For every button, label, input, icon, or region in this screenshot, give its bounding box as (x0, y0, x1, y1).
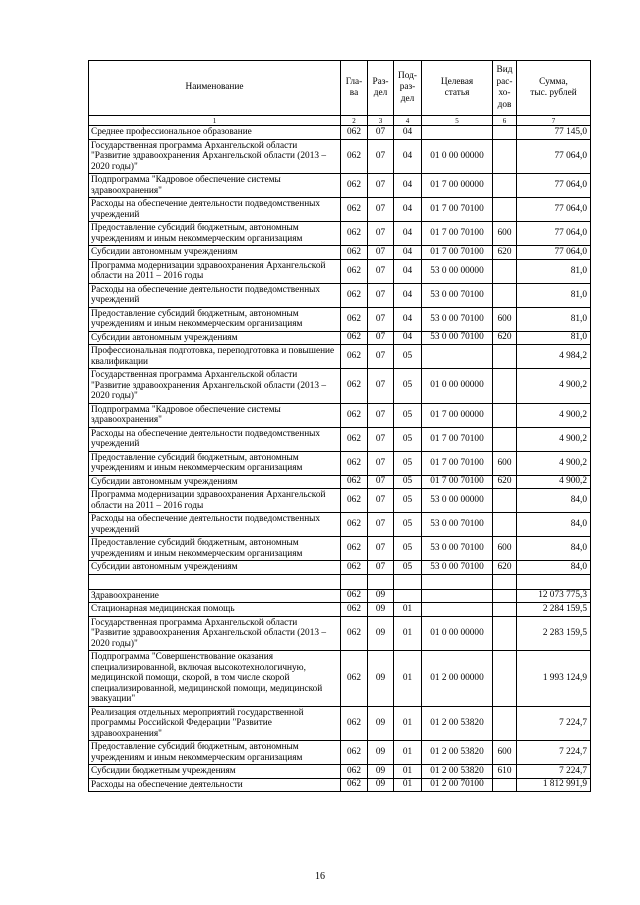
row-expense-type (493, 589, 517, 603)
row-razdel: 09 (368, 603, 394, 617)
row-podrazdel: 05 (394, 369, 422, 404)
row-podrazdel: 04 (394, 331, 422, 345)
row-glava (341, 574, 368, 589)
row-sum: 77 064,0 (517, 222, 591, 246)
row-podrazdel: 05 (394, 537, 422, 561)
table-row (89, 369, 591, 404)
row-sum: 4 900,2 (517, 403, 591, 427)
row-razdel: 07 (368, 283, 394, 307)
row-sum: 7 224,7 (517, 706, 591, 741)
row-glava: 062 (341, 283, 368, 307)
row-glava: 062 (341, 345, 368, 369)
row-sum: 1 812 991,9 (517, 778, 591, 792)
row-target-article: 01 7 00 70100 (422, 246, 493, 260)
row-expense-type (493, 489, 517, 513)
row-glava: 062 (341, 513, 368, 537)
row-expense-type: 620 (493, 475, 517, 489)
column-number: 7 (517, 116, 591, 126)
row-podrazdel: 04 (394, 283, 422, 307)
row-sum: 4 900,2 (517, 475, 591, 489)
row-target-article: 01 7 00 70100 (422, 427, 493, 451)
row-name: Предоставление субсидий бюджетным, автономным учреждениям и иным некоммерческим организациям (89, 451, 341, 475)
row-razdel: 09 (368, 765, 394, 779)
row-glava: 062 (341, 307, 368, 331)
row-razdel: 07 (368, 369, 394, 404)
row-target-article: 01 7 00 70100 (422, 222, 493, 246)
table-header-row (89, 61, 591, 116)
row-expense-type: 600 (493, 307, 517, 331)
row-sum: 7 224,7 (517, 765, 591, 779)
row-target-article: 53 0 00 70100 (422, 513, 493, 537)
row-sum: 77 064,0 (517, 174, 591, 198)
row-podrazdel: 05 (394, 403, 422, 427)
row-name: Расходы на обеспечение деятельности подведомственных учреждений (89, 427, 341, 451)
column-number: 4 (394, 116, 422, 126)
row-glava: 062 (341, 259, 368, 283)
row-sum: 84,0 (517, 489, 591, 513)
row-expense-type (493, 369, 517, 404)
row-razdel: 07 (368, 259, 394, 283)
row-glava: 062 (341, 561, 368, 575)
row-podrazdel: 01 (394, 651, 422, 707)
row-razdel: 09 (368, 616, 394, 651)
row-target-article (422, 126, 493, 140)
table-row (89, 283, 591, 307)
table-row (89, 331, 591, 345)
row-razdel: 07 (368, 513, 394, 537)
table-row (89, 174, 591, 198)
row-name: Среднее профессиональное образование (89, 126, 341, 140)
row-target-article (422, 574, 493, 589)
row-name: Государственная программа Архангельской области "Развитие здравоохранения Архангельской области (2013 – 2020 годы)" (89, 616, 341, 651)
row-glava: 062 (341, 198, 368, 222)
row-target-article: 53 0 00 70100 (422, 331, 493, 345)
column-number: 2 (341, 116, 368, 126)
row-name: Предоставление субсидий бюджетным, автономным учреждениям и иным некоммерческим организациям (89, 537, 341, 561)
row-razdel: 09 (368, 706, 394, 741)
row-expense-type: 600 (493, 222, 517, 246)
row-name: Субсидии автономным учреждениям (89, 475, 341, 489)
row-target-article: 01 2 00 70100 (422, 778, 493, 792)
row-expense-type (493, 574, 517, 589)
row-razdel: 07 (368, 561, 394, 575)
table-row (89, 246, 591, 260)
row-glava: 062 (341, 403, 368, 427)
table-row (89, 603, 591, 617)
row-podrazdel: 04 (394, 139, 422, 174)
row-glava: 062 (341, 651, 368, 707)
table-row (89, 307, 591, 331)
row-expense-type: 620 (493, 561, 517, 575)
row-glava: 062 (341, 174, 368, 198)
row-razdel: 09 (368, 651, 394, 707)
table-row (89, 259, 591, 283)
row-expense-type (493, 139, 517, 174)
row-target-article: 01 7 00 00000 (422, 403, 493, 427)
row-glava: 062 (341, 475, 368, 489)
row-sum (517, 574, 591, 589)
row-glava: 062 (341, 589, 368, 603)
row-target-article: 53 0 00 00000 (422, 259, 493, 283)
row-razdel: 07 (368, 451, 394, 475)
row-expense-type: 610 (493, 765, 517, 779)
row-name (89, 574, 341, 589)
table-row (89, 451, 591, 475)
row-name: Расходы на обеспечение деятельности подведомственных учреждений (89, 513, 341, 537)
row-glava: 062 (341, 126, 368, 140)
budget-table (88, 60, 591, 792)
row-name: Государственная программа Архангельской области "Развитие здравоохранения Архангельской области (2013 – 2020 годы)" (89, 369, 341, 404)
header-razdel: Раз- дел (368, 61, 394, 116)
row-glava: 062 (341, 489, 368, 513)
row-sum: 84,0 (517, 537, 591, 561)
column-number-row (89, 116, 591, 126)
table-row (89, 513, 591, 537)
row-podrazdel (394, 589, 422, 603)
row-expense-type: 600 (493, 741, 517, 765)
row-name: Реализация отдельных мероприятий государственной программы Российской Федерации "Развитие здравоохранения" (89, 706, 341, 741)
table-row (89, 198, 591, 222)
row-name: Субсидии бюджетным учреждениям (89, 765, 341, 779)
row-sum: 4 900,2 (517, 427, 591, 451)
row-razdel: 07 (368, 427, 394, 451)
row-podrazdel: 05 (394, 475, 422, 489)
row-podrazdel: 01 (394, 603, 422, 617)
header-sum: Сумма, тыс. рублей (517, 61, 591, 116)
row-sum: 77 064,0 (517, 246, 591, 260)
row-expense-type: 600 (493, 451, 517, 475)
row-razdel: 09 (368, 589, 394, 603)
row-name: Расходы на обеспечение деятельности подведомственных учреждений (89, 283, 341, 307)
row-sum: 2 283 159,5 (517, 616, 591, 651)
row-podrazdel: 01 (394, 706, 422, 741)
row-target-article: 01 7 00 70100 (422, 475, 493, 489)
row-name: Субсидии автономным учреждениям (89, 246, 341, 260)
row-podrazdel: 05 (394, 489, 422, 513)
row-razdel: 07 (368, 331, 394, 345)
row-razdel: 07 (368, 174, 394, 198)
row-target-article: 01 7 00 00000 (422, 174, 493, 198)
table-row (89, 651, 591, 707)
row-podrazdel: 04 (394, 174, 422, 198)
row-name: Здравоохранение (89, 589, 341, 603)
row-glava: 062 (341, 765, 368, 779)
row-expense-type (493, 651, 517, 707)
row-target-article: 01 0 00 00000 (422, 616, 493, 651)
page-number: 16 (315, 871, 325, 882)
row-target-article: 53 0 00 70100 (422, 283, 493, 307)
row-razdel: 07 (368, 126, 394, 140)
table-row (89, 222, 591, 246)
row-razdel: 07 (368, 222, 394, 246)
row-glava: 062 (341, 616, 368, 651)
table-row (89, 126, 591, 140)
row-podrazdel: 05 (394, 427, 422, 451)
row-razdel: 07 (368, 246, 394, 260)
row-glava: 062 (341, 427, 368, 451)
header-name: Наименование (89, 61, 341, 116)
row-name: Подпрограмма "Кадровое обеспечение системы здравоохранения" (89, 403, 341, 427)
row-sum: 4 900,2 (517, 451, 591, 475)
row-expense-type (493, 403, 517, 427)
row-podrazdel: 01 (394, 616, 422, 651)
row-expense-type: 600 (493, 537, 517, 561)
row-podrazdel: 01 (394, 741, 422, 765)
row-razdel: 09 (368, 778, 394, 792)
row-expense-type (493, 778, 517, 792)
table-row (89, 741, 591, 765)
row-sum: 77 064,0 (517, 198, 591, 222)
row-expense-type (493, 259, 517, 283)
row-expense-type: 620 (493, 331, 517, 345)
row-podrazdel: 04 (394, 222, 422, 246)
row-target-article: 01 0 00 00000 (422, 369, 493, 404)
row-name: Программа модернизации здравоохранения Архангельской области на 2011 – 2016 годы (89, 259, 341, 283)
row-podrazdel: 04 (394, 246, 422, 260)
table-row (89, 561, 591, 575)
row-target-article: 01 2 00 00000 (422, 651, 493, 707)
row-sum: 2 284 159,5 (517, 603, 591, 617)
row-sum: 4 984,2 (517, 345, 591, 369)
row-glava: 062 (341, 741, 368, 765)
row-razdel: 07 (368, 345, 394, 369)
table-row (89, 475, 591, 489)
row-razdel: 07 (368, 489, 394, 513)
row-expense-type (493, 126, 517, 140)
row-target-article: 01 2 00 53820 (422, 765, 493, 779)
row-expense-type (493, 513, 517, 537)
row-sum: 1 993 124,9 (517, 651, 591, 707)
row-podrazdel: 04 (394, 259, 422, 283)
header-target-article: Целевая статья (422, 61, 493, 116)
row-target-article: 53 0 00 70100 (422, 537, 493, 561)
row-name: Предоставление субсидий бюджетным, автономным учреждениям и иным некоммерческим организациям (89, 222, 341, 246)
row-sum: 81,0 (517, 259, 591, 283)
row-razdel: 07 (368, 139, 394, 174)
row-glava: 062 (341, 139, 368, 174)
row-glava: 062 (341, 778, 368, 792)
row-sum: 84,0 (517, 561, 591, 575)
row-podrazdel: 04 (394, 126, 422, 140)
header-expense-type: Вид рас- хо- дов (493, 61, 517, 116)
row-sum: 7 224,7 (517, 741, 591, 765)
row-podrazdel (394, 574, 422, 589)
row-podrazdel: 01 (394, 778, 422, 792)
row-target-article: 01 2 00 53820 (422, 741, 493, 765)
row-target-article: 53 0 00 70100 (422, 307, 493, 331)
row-glava: 062 (341, 331, 368, 345)
row-expense-type (493, 283, 517, 307)
row-name: Предоставление субсидий бюджетным, автономным учреждениям и иным некоммерческим организациям (89, 307, 341, 331)
row-podrazdel: 05 (394, 561, 422, 575)
row-name: Расходы на обеспечение деятельности подведомственных учреждений (89, 198, 341, 222)
row-sum: 81,0 (517, 307, 591, 331)
row-glava: 062 (341, 603, 368, 617)
column-number: 5 (422, 116, 493, 126)
row-name: Предоставление субсидий бюджетным, автономным учреждениям и иным некоммерческим организациям (89, 741, 341, 765)
row-name: Подпрограмма "Кадровое обеспечение системы здравоохранения" (89, 174, 341, 198)
row-razdel: 07 (368, 403, 394, 427)
row-razdel: 07 (368, 198, 394, 222)
row-expense-type: 620 (493, 246, 517, 260)
row-expense-type (493, 345, 517, 369)
column-number: 6 (493, 116, 517, 126)
row-target-article: 53 0 00 00000 (422, 489, 493, 513)
row-target-article (422, 603, 493, 617)
row-razdel: 09 (368, 741, 394, 765)
table-row (89, 778, 591, 792)
row-glava: 062 (341, 706, 368, 741)
row-podrazdel: 04 (394, 307, 422, 331)
row-sum: 12 073 775,3 (517, 589, 591, 603)
row-expense-type (493, 198, 517, 222)
row-razdel: 07 (368, 537, 394, 561)
row-sum: 81,0 (517, 331, 591, 345)
row-target-article: 01 7 00 70100 (422, 198, 493, 222)
row-glava: 062 (341, 537, 368, 561)
row-razdel: 07 (368, 475, 394, 489)
row-target-article: 01 2 00 53820 (422, 706, 493, 741)
row-expense-type (493, 616, 517, 651)
row-target-article: 01 0 00 00000 (422, 139, 493, 174)
row-expense-type (493, 603, 517, 617)
table-row (89, 403, 591, 427)
row-name: Профессиональная подготовка, переподготовка и повышение квалификации (89, 345, 341, 369)
row-expense-type (493, 174, 517, 198)
row-podrazdel: 05 (394, 513, 422, 537)
row-sum: 4 900,2 (517, 369, 591, 404)
header-podrazdel: Под- раз- дел (394, 61, 422, 116)
row-razdel (368, 574, 394, 589)
row-podrazdel: 04 (394, 198, 422, 222)
row-glava: 062 (341, 246, 368, 260)
row-target-article (422, 345, 493, 369)
row-name: Стационарная медицинская помощь (89, 603, 341, 617)
table-row (89, 427, 591, 451)
table-row (89, 616, 591, 651)
column-number: 1 (89, 116, 341, 126)
row-name: Субсидии автономным учреждениям (89, 561, 341, 575)
table-row (89, 589, 591, 603)
table-row (89, 139, 591, 174)
row-expense-type (493, 427, 517, 451)
column-number: 3 (368, 116, 394, 126)
row-sum: 84,0 (517, 513, 591, 537)
row-name: Подпрограмма "Совершенствование оказания специализированной, включая высокотехнологичную, медицинской помощи, скорой, в том числе скорой специализированной, медицинской помощи, медицинской эвакуации" (89, 651, 341, 707)
header-glava: Гла- ва (341, 61, 368, 116)
row-name: Программа модернизации здравоохранения Архангельской области на 2011 – 2016 годы (89, 489, 341, 513)
row-target-article: 01 7 00 70100 (422, 451, 493, 475)
table-row (89, 706, 591, 741)
table-row (89, 489, 591, 513)
table-row (89, 765, 591, 779)
row-target-article: 53 0 00 70100 (422, 561, 493, 575)
row-sum: 77 145,0 (517, 126, 591, 140)
blank-row (89, 574, 591, 589)
row-podrazdel: 01 (394, 765, 422, 779)
row-sum: 81,0 (517, 283, 591, 307)
row-sum: 77 064,0 (517, 139, 591, 174)
row-name: Расходы на обеспечение деятельности (89, 778, 341, 792)
row-glava: 062 (341, 451, 368, 475)
row-podrazdel: 05 (394, 451, 422, 475)
table-body (89, 126, 591, 792)
table-row (89, 537, 591, 561)
table-row (89, 345, 591, 369)
row-razdel: 07 (368, 307, 394, 331)
row-glava: 062 (341, 369, 368, 404)
row-target-article (422, 589, 493, 603)
row-expense-type (493, 706, 517, 741)
row-podrazdel: 05 (394, 345, 422, 369)
row-name: Государственная программа Архангельской области "Развитие здравоохранения Архангельской области (2013 – 2020 годы)" (89, 139, 341, 174)
row-name: Субсидии автономным учреждениям (89, 331, 341, 345)
row-glava: 062 (341, 222, 368, 246)
